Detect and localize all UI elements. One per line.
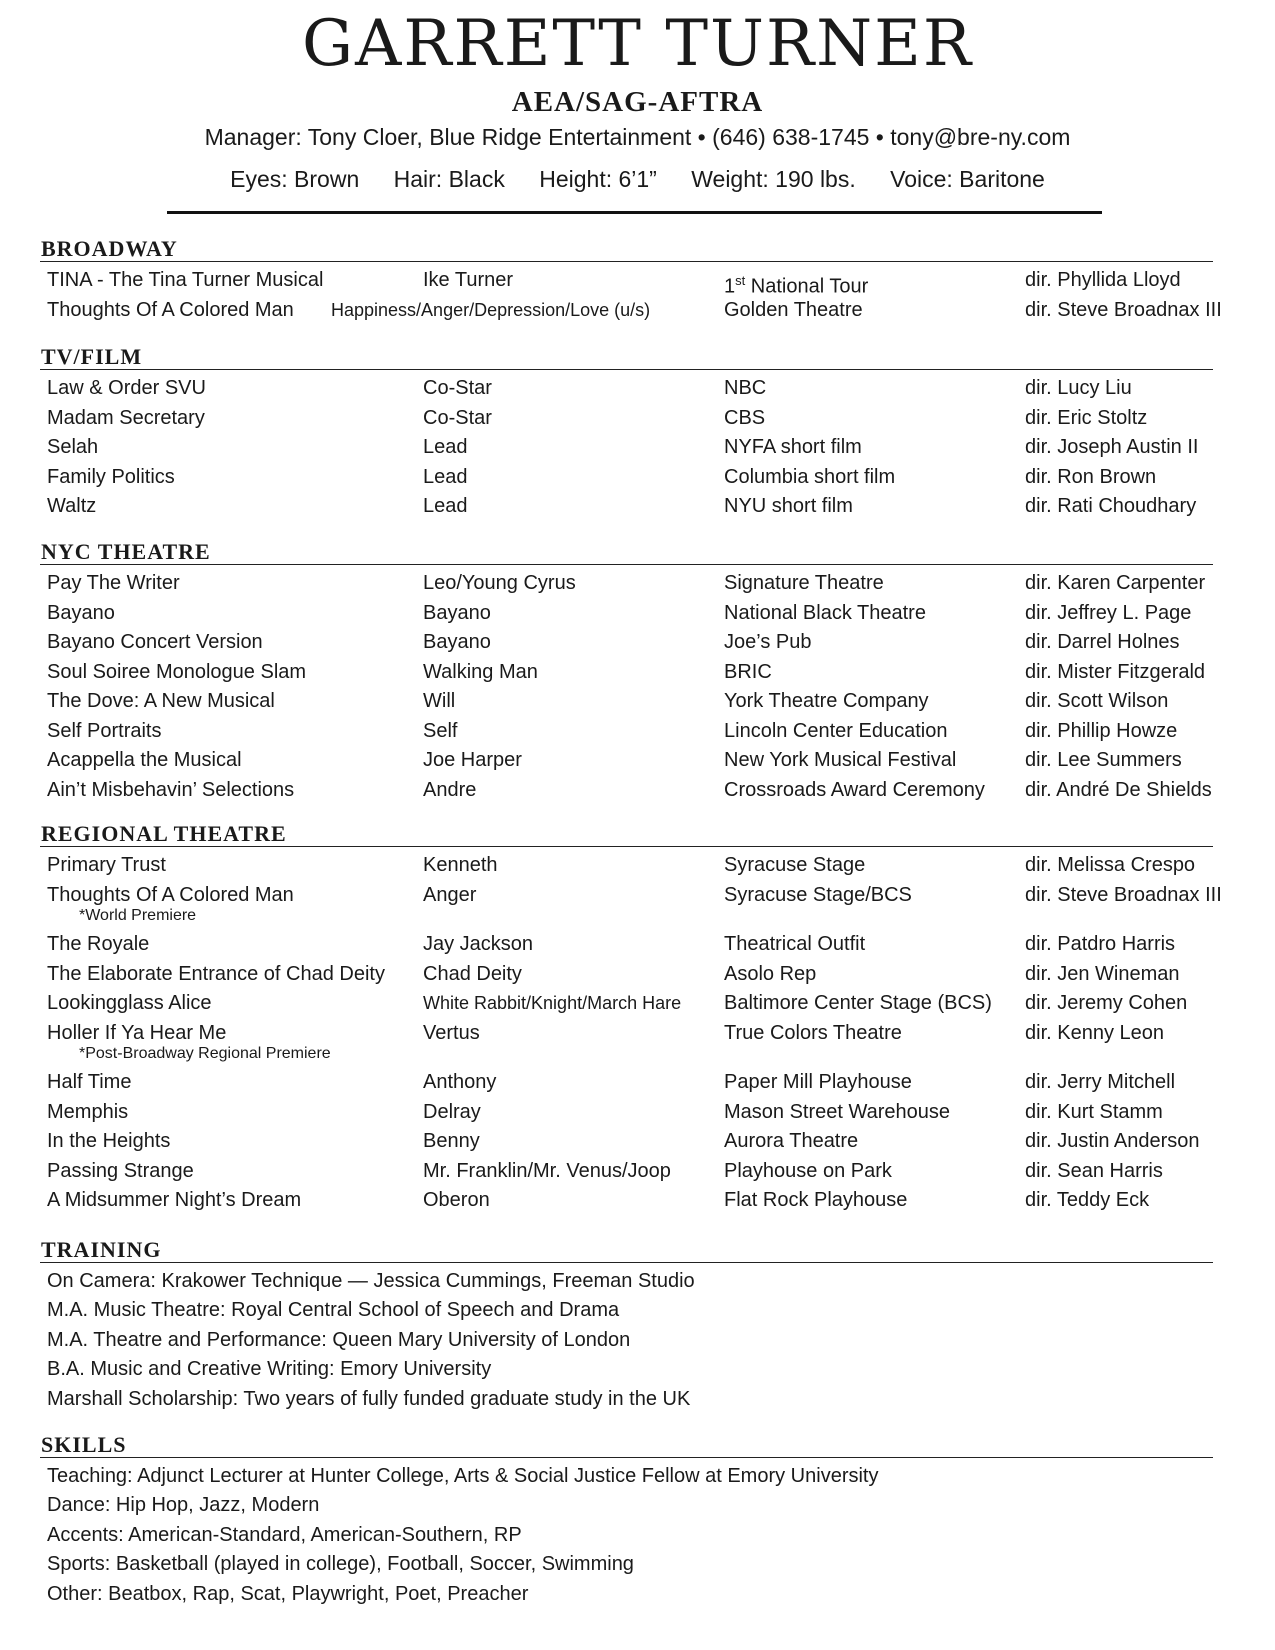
credit-title: Passing Strange [47,1159,194,1182]
credit-title: Soul Soiree Monologue Slam [47,660,307,683]
credit-title: Acappella the Musical [47,749,242,771]
credit-row [40,881,1222,911]
credit-director: dir. Mister Fitzgerald [1025,660,1206,683]
credit-row [40,687,1213,717]
credit-venue: Baltimore Center Stage (BCS) [724,992,992,1014]
credit-title: Family Politics [47,465,175,488]
credit-title: The Royale [47,933,150,955]
credit-row [40,989,1213,1019]
credit-title: A Midsummer Night’s Dream [47,1189,302,1211]
credit-director: dir. Kurt Stamm [1025,1100,1163,1123]
credit-title: Selah [47,436,99,458]
credit-title: Primary Trust [47,854,166,876]
credit-title: Thoughts Of A Colored Man [47,298,294,321]
section-title: REGIONAL THEATRE [40,822,1213,847]
credit-title: Bayano [47,601,115,624]
credit-venue: True Colors Theatre [724,1021,902,1044]
training-line: B.A. Music and Creative Writing: Emory University [47,1358,492,1381]
credit-venue: Syracuse Stage/BCS [724,883,912,906]
credit-row [40,266,1213,296]
credit-director: dir. Steve Broadnax III [1025,298,1222,321]
skills-line: Other: Beatbox, Rap, Scat, Playwright, Poet, Preacher [47,1582,529,1605]
section-broadway [40,236,1222,325]
stat-hair: Hair: Black [393,166,505,192]
physical-stats [0,164,1275,194]
union-affiliations: AEA/SAG-AFTRA [511,86,764,118]
credit-title: The Elaborate Entrance of Chad Deity [47,962,385,985]
credit-row [40,851,1213,881]
credit-director: dir. Phillip Howze [1025,719,1178,742]
credit-director: dir. Phyllida Lloyd [1025,269,1181,291]
credit-row [40,492,1213,522]
credit-venue: BRIC [724,660,772,683]
credit-role: Delray [423,1100,481,1123]
credit-row [40,628,1213,658]
credit-role: Happiness/Anger/Depression/Love (u/s) [331,299,651,320]
credit-role: Vertus [423,1021,480,1044]
credit-row [40,776,1213,806]
section-tv-film [40,345,1213,522]
credit-director: dir. Kenny Leon [1025,1021,1164,1044]
credit-title: Pay The Writer [47,572,180,594]
credit-venue: Lincoln Center Education [724,719,948,742]
credit-venue: Columbia short film [724,465,896,488]
credit-row [40,569,1213,599]
credit-role: Co-Star [423,406,492,429]
skills-line: Sports: Basketball (played in college), Football, Soccer, Swimming [47,1553,634,1576]
credit-row [40,374,1213,404]
credit-role: Will [423,690,456,712]
credit-title: TINA - The Tina Turner Musical [47,269,324,291]
credit-role: Mr. Franklin/Mr. Venus/Joop [423,1159,671,1182]
credit-venue: Paper Mill Playhouse [724,1071,912,1093]
training-line: On Camera: Krakower Technique — Jessica Cummings, Freeman Studio [47,1270,695,1292]
credit-director: dir. Steve Broadnax III [1025,883,1222,906]
credit-director: dir. Sean Harris [1025,1159,1163,1182]
credit-director: dir. Melissa Crespo [1025,854,1196,876]
credit-role: Andre [423,778,477,801]
skills-line: Accents: American-Standard, American-Southern, RP [47,1523,522,1546]
credit-role: Benny [423,1130,480,1152]
credit-role: Anger [423,883,477,906]
actor-name: GARRETT TURNER [301,7,974,81]
credit-role: Anthony [423,1071,497,1093]
credit-venue: Joe’s Pub [724,631,812,653]
credit-row [40,433,1213,463]
credit-director: dir. Teddy Eck [1025,1189,1150,1211]
credit-director: dir. Jeffrey L. Page [1025,601,1192,624]
credit-venue: Asolo Rep [724,962,817,985]
credit-director: dir. Lee Summers [1025,749,1182,771]
credit-director: dir. Justin Anderson [1025,1130,1200,1152]
credit-row [40,960,1213,990]
credit-venue: Syracuse Stage [724,854,866,876]
section-title: NYC THEATRE [40,540,1213,565]
credit-venue: NBC [724,377,767,399]
credit-director: dir. Scott Wilson [1025,690,1169,712]
credit-director: dir. Jen Wineman [1025,962,1180,985]
credit-venue: Aurora Theatre [724,1130,859,1152]
section-title: TV/FILM [40,345,1213,370]
credit-venue: National Black Theatre [724,601,926,624]
section-regional-theatre [40,821,1222,1216]
credit-row [40,1186,1213,1216]
credit-row [40,1157,1213,1187]
credit-role: Walking Man [423,660,538,683]
section-title: SKILLS [40,1433,1213,1458]
credit-role: Bayano [423,601,491,624]
credit-director: dir. Eric Stoltz [1025,406,1148,429]
section-title: BROADWAY [40,237,1213,262]
credit-director: dir. Patdro Harris [1025,933,1176,955]
stat-eyes: Eyes: Brown [230,166,360,192]
credit-role: White Rabbit/Knight/March Hare [423,993,682,1013]
credit-role: Kenneth [423,854,498,876]
training-line: M.A. Music Theatre: Royal Central School of Speech and Drama [47,1299,620,1322]
credit-title: Ain’t Misbehavin’ Selections [47,778,295,801]
credit-role: Leo/Young Cyrus [423,572,576,594]
credit-venue: Theatrical Outfit [724,933,866,955]
credit-venue: CBS [724,406,766,429]
credit-role: Ike Turner [423,269,514,291]
credit-director: dir. Karen Carpenter [1025,572,1206,594]
credit-title: Thoughts Of A Colored Man [47,883,294,906]
credit-role: Lead [423,495,468,517]
credit-row [40,717,1213,747]
credit-title: Lookingglass Alice [47,992,212,1014]
training-line: M.A. Theatre and Performance: Queen Mary University of London [47,1328,631,1351]
section-title: TRAINING [40,1238,1213,1263]
skills-line: Teaching: Adjunct Lecturer at Hunter College, Arts & Social Justice Fellow at Emory University [47,1465,879,1487]
credit-venue: Signature Theatre [724,572,884,594]
credit-director: dir. Joseph Austin II [1025,436,1199,458]
credit-role: Oberon [423,1189,490,1211]
credit-director: dir. Ron Brown [1025,465,1157,488]
credit-title: Law & Order SVU [47,377,206,399]
credit-director: dir. Jeremy Cohen [1025,992,1188,1014]
credit-row [40,930,1213,960]
stat-voice: Voice: Baritone [890,166,1045,192]
credit-venue: Playhouse on Park [724,1159,892,1182]
credit-venue: Flat Rock Playhouse [724,1189,908,1211]
credit-row [40,658,1213,688]
credit-row [40,1019,1213,1049]
manager-contact: Manager: Tony Cloer, Blue Ridge Entertainment • (646) 638-1745 • tony@bre-ny.com [204,124,1071,150]
credit-title: In the Heights [47,1130,171,1152]
credit-row [40,404,1213,434]
credit-role: Lead [423,465,468,488]
credit-venue: Crossroads Award Ceremony [724,778,985,801]
credit-venue: NYU short film [724,495,853,517]
stat-weight: Weight: 190 lbs. [691,166,856,192]
training-line: Marshall Scholarship: Two years of fully funded graduate study in the UK [47,1387,691,1410]
credit-title: Madam Secretary [47,406,205,429]
credit-row [40,1127,1213,1157]
credit-venue: Mason Street Warehouse [724,1100,951,1123]
credit-role: Chad Deity [423,962,522,985]
credit-title: Holler If Ya Hear Me [47,1021,227,1044]
credit-venue: 1st National Tour [724,273,869,298]
credit-venue: New York Musical Festival [724,749,957,771]
credit-role: Jay Jackson [423,933,534,955]
credit-title: Bayano Concert Version [47,631,263,653]
credit-row [40,1068,1213,1098]
credit-role: Bayano [423,631,491,653]
section-training [40,1238,1213,1414]
credit-director: dir. Jerry Mitchell [1025,1071,1176,1093]
credit-director: dir. Lucy Liu [1025,377,1132,399]
credit-title: Waltz [47,495,97,517]
credit-role: Joe Harper [423,749,522,771]
premiere-note: *Post-Broadway Regional Premiere [79,1045,331,1062]
credit-role: Self [423,719,458,742]
credit-director: dir. Rati Choudhary [1025,495,1197,517]
credit-venue: Golden Theatre [724,298,863,321]
credit-director: dir. Darrel Holnes [1025,631,1180,653]
stat-height: Height: 6’1” [539,166,657,192]
credit-role: Lead [423,436,468,458]
credit-row [40,463,1213,493]
credit-title: The Dove: A New Musical [47,690,275,712]
credit-row [40,746,1213,776]
credit-title: Memphis [47,1100,129,1123]
credit-venue: York Theatre Company [724,690,929,712]
section-skills [40,1433,1213,1609]
header-divider [167,211,1102,214]
credit-venue: NYFA short film [724,436,862,458]
credit-role: Co-Star [423,377,492,399]
credit-title: Half Time [47,1071,132,1093]
credit-director: dir. André De Shields [1025,778,1212,801]
credit-row [40,1098,1213,1128]
credit-title: Self Portraits [47,719,162,742]
credit-row [40,296,1222,326]
credit-row [40,599,1213,629]
premiere-note: *World Premiere [79,907,197,924]
skills-line: Dance: Hip Hop, Jazz, Modern [47,1494,320,1517]
section-nyc-theatre [40,540,1213,805]
